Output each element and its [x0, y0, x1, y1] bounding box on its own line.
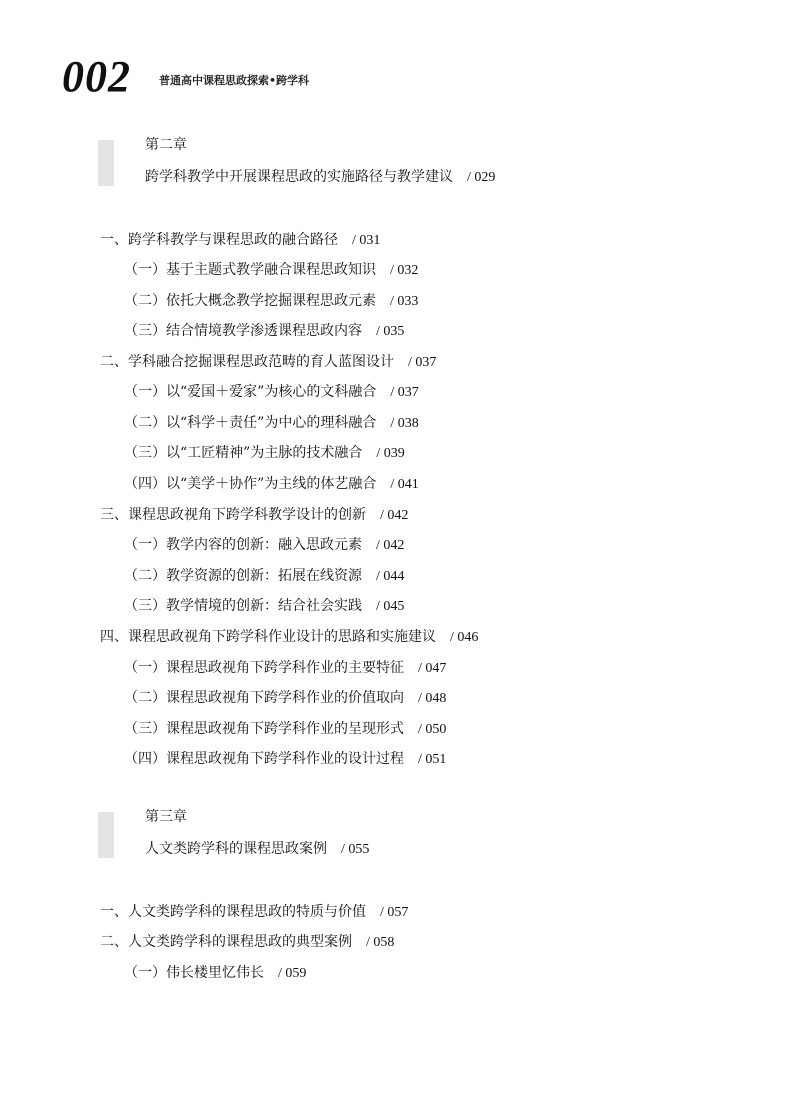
toc-page: / 051	[418, 752, 447, 767]
toc-text: （一）以“爱国＋爱家”为核心的文科融合	[124, 384, 377, 400]
toc-text: （三）课程思政视角下跨学科作业的呈现形式	[124, 721, 404, 737]
toc-text: 四、课程思政视角下跨学科作业设计的思路和实施建议	[100, 629, 436, 645]
toc-entry	[124, 444, 405, 463]
toc-text: 一、跨学科教学与课程思政的融合路径	[100, 232, 338, 248]
toc-page: / 038	[390, 416, 419, 431]
toc-entry	[124, 597, 404, 616]
toc-page: / 044	[376, 569, 405, 584]
toc-text: （三）结合情境教学渗透课程思政内容	[124, 323, 362, 339]
chapter-marker-bar	[98, 140, 114, 186]
toc-text: （二）依托大概念教学挖掘课程思政元素	[124, 293, 376, 309]
toc-page: / 039	[376, 446, 405, 461]
toc-page: / 057	[380, 905, 409, 920]
toc-text: （一）基于主题式教学融合课程思政知识	[124, 262, 376, 278]
toc-page: / 048	[418, 691, 447, 706]
toc-entry	[124, 720, 446, 739]
toc-text: （一）课程思政视角下跨学科作业的主要特征	[124, 660, 404, 676]
toc-entry	[100, 628, 478, 647]
toc-text: （三）以“工匠精神”为主脉的技术融合	[124, 445, 363, 461]
toc-entry	[100, 933, 394, 952]
toc-page: / 032	[390, 263, 419, 278]
toc-text: （一）教学内容的创新：融入思政元素	[124, 537, 362, 553]
toc-page: / 042	[380, 508, 409, 523]
toc-entry	[100, 353, 436, 372]
toc-page: / 041	[390, 477, 419, 492]
toc-page: / 047	[418, 661, 447, 676]
toc-entry	[124, 475, 419, 494]
toc-page: / 046	[450, 630, 479, 645]
toc-entry	[124, 261, 418, 280]
toc-entry	[124, 750, 446, 769]
toc-entry	[124, 964, 306, 983]
toc-entry	[124, 659, 446, 678]
toc-text: （三）教学情境的创新：结合社会实践	[124, 598, 362, 614]
page-number: 002	[62, 52, 131, 101]
toc-text: （四）课程思政视角下跨学科作业的设计过程	[124, 751, 404, 767]
chapter-marker-bar	[98, 812, 114, 858]
toc-text: 一、人文类跨学科的课程思政的特质与价值	[100, 904, 366, 920]
toc-page: / 042	[376, 538, 405, 553]
toc-entry	[124, 414, 419, 433]
toc-entry	[124, 689, 446, 708]
chapter-page: / 055	[341, 842, 370, 857]
toc-text: （四）以“美学＋协作”为主线的体艺融合	[124, 476, 377, 492]
toc-text: （二）以“科学＋责任”为中心的理科融合	[124, 415, 377, 431]
toc-page: / 031	[352, 233, 381, 248]
toc-entry	[124, 536, 404, 555]
running-title: 普通高中课程思政探索•跨学科	[159, 74, 310, 87]
toc-page: / 045	[376, 599, 405, 614]
toc-page: / 035	[376, 324, 405, 339]
toc-entry	[100, 506, 408, 525]
toc-page: / 050	[418, 722, 447, 737]
toc-text: 二、人文类跨学科的课程思政的典型案例	[100, 934, 352, 950]
chapter-title	[145, 838, 369, 858]
toc-entry	[124, 567, 404, 586]
toc-page: / 058	[366, 935, 395, 950]
toc-page: / 037	[390, 385, 419, 400]
toc-text: （二）教学资源的创新：拓展在线资源	[124, 568, 362, 584]
toc-page: / 033	[390, 294, 419, 309]
toc-text: （一）伟长楼里忆伟长	[124, 965, 264, 981]
toc-entry	[100, 903, 408, 922]
toc-text: 二、学科融合挖掘课程思政范畴的育人蓝图设计	[100, 354, 394, 370]
toc-page: / 059	[278, 966, 307, 981]
toc-entry	[100, 231, 380, 250]
chapter-title	[145, 166, 495, 186]
toc-text: 三、课程思政视角下跨学科教学设计的创新	[100, 507, 366, 523]
toc-text: （二）课程思政视角下跨学科作业的价值取向	[124, 690, 404, 706]
toc-entry	[124, 383, 419, 402]
chapter-page: / 029	[467, 170, 496, 185]
chapter-label: 第二章	[145, 137, 187, 153]
toc-entry	[124, 292, 418, 311]
chapter-title-text: 跨学科教学中开展课程思政的实施路径与教学建议	[145, 169, 453, 185]
chapter-label: 第三章	[145, 809, 187, 825]
toc-page: / 037	[408, 355, 437, 370]
chapter-title-text: 人文类跨学科的课程思政案例	[145, 841, 327, 857]
toc-entry	[124, 322, 404, 341]
